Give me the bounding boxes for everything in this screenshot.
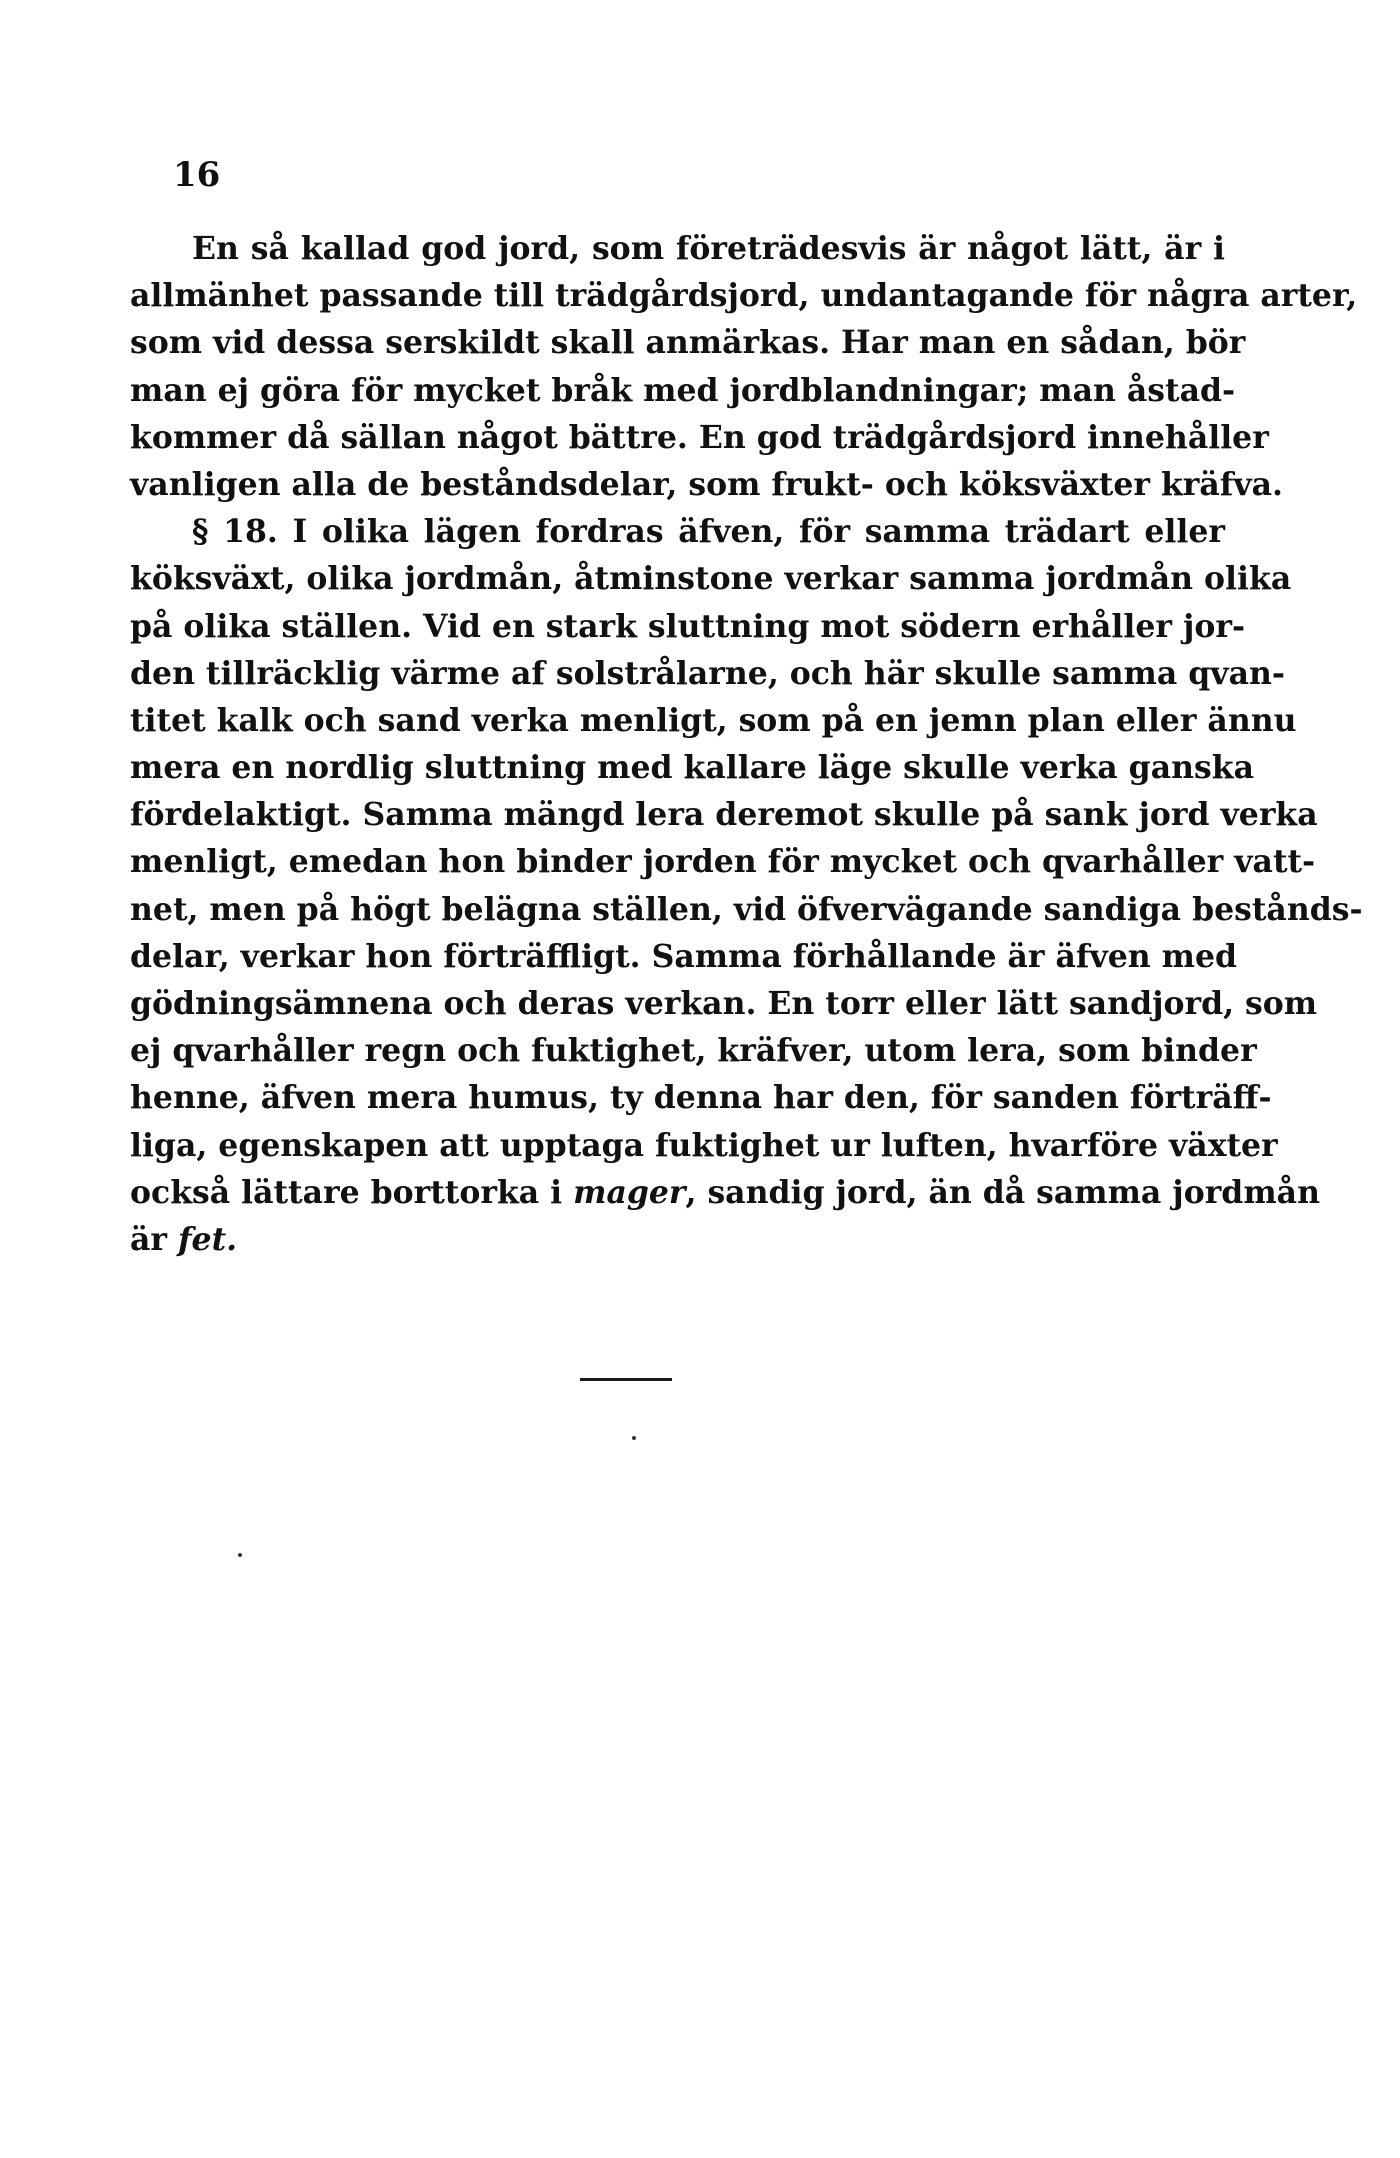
- page-number: 16: [173, 155, 221, 195]
- section-rule: [580, 1378, 672, 1381]
- text-line: allmänhet passande till trädgårdsjord, undantagande för några arter,: [130, 277, 1358, 315]
- text-line: net, men på högt belägna ställen, vid öfvervägande sandiga bestånds-: [130, 890, 1363, 928]
- line-start: också lättare borttorka i: [130, 1173, 563, 1211]
- text-line: En så kallad god jord, som företrädesvis är något lätt, är i: [192, 230, 1225, 267]
- italic-word: mager: [573, 1173, 686, 1211]
- body-text: [130, 225, 1363, 1263]
- print-speck: [632, 1436, 636, 1440]
- text-line: köksväxt, olika jordmån, åtminstone verkar samma jordmån olika: [130, 560, 1292, 598]
- text-line: [130, 1216, 1225, 1263]
- text-line: man ej göra för mycket bråk med jordblandningar; man åstad-: [130, 371, 1236, 409]
- text-line: § 18. I olika lägen fordras äfven, för samma trädart eller: [192, 513, 1225, 551]
- text-line: på olika ställen. Vid en stark sluttning mot södern erhåller jor-: [130, 607, 1246, 645]
- text-line: titet kalk och sand verka menligt, som på en jemn plan eller ännu: [130, 701, 1297, 739]
- text-line: henne, äfven mera humus, ty denna har den, för sanden förträff-: [130, 1079, 1272, 1117]
- line-start: är: [130, 1220, 168, 1258]
- text-line: mera en nordlig sluttning med kallare läge skulle verka ganska: [130, 749, 1254, 787]
- text-line: som vid dessa serskildt skall anmärkas. Har man en sådan, bör: [130, 324, 1246, 362]
- text-line: ej qvarhåller regn och fuktighet, kräfver, utom lera, som binder: [130, 1032, 1257, 1070]
- italic-word: fet.: [177, 1220, 238, 1258]
- line-end: , sandig jord, än då samma jordmån: [685, 1173, 1320, 1211]
- text-line: delar, verkar hon förträffligt. Samma förhållande är äfven med: [130, 937, 1238, 975]
- text-line: fördelaktigt. Samma mängd lera deremot skulle på sank jord verka: [130, 796, 1318, 834]
- text-line: vanligen alla de beståndsdelar, som frukt- och köksväxter kräfva.: [130, 465, 1284, 503]
- print-speck: [238, 1553, 242, 1557]
- text-line: menligt, emedan hon binder jorden för mycket och qvarhåller vatt-: [130, 843, 1316, 881]
- text-line: [130, 1169, 1320, 1216]
- text-line: den tillräcklig värme af solstrålarne, och här skulle samma qvan-: [130, 654, 1285, 692]
- text-line: gödningsämnena och deras verkan. En torr eller lätt sandjord, som: [130, 985, 1318, 1022]
- text-line: liga, egenskapen att upptaga fuktighet ur luften, hvarföre växter: [130, 1126, 1278, 1164]
- text-line: kommer då sällan något bättre. En god trädgårdsjord innehåller: [130, 418, 1269, 456]
